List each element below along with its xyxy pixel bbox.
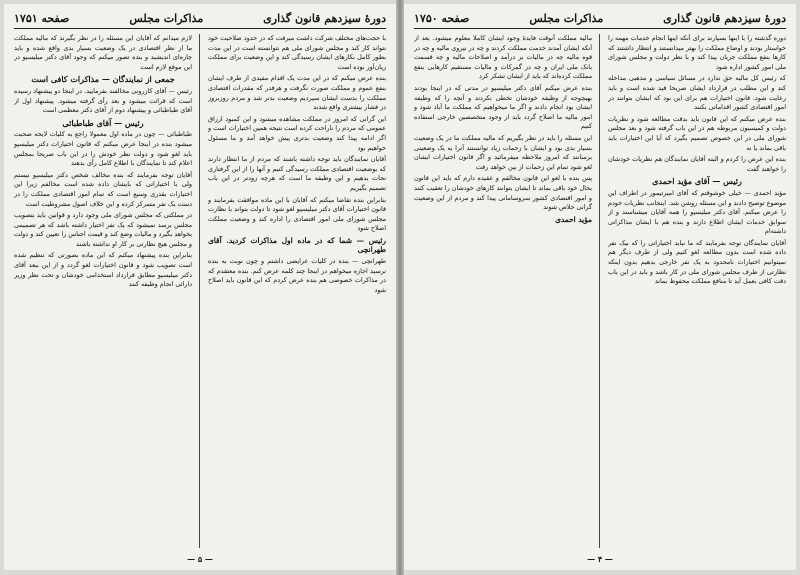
right-page-folio: — ۴ —: [587, 554, 613, 564]
paragraph: این مسئله را باید در نظر بگیریم که مالیه مملکت ما در یک وضعیت بسیار بدی بود و ایشان با زحمات زیاد توانستند آنرا به یک وضعیتی برسانند که امروز ملاحظه میفرمائید و اگر قانون اختیارات ایشان لغو شود تمام این زحمات از بین خواهد رفت: [414, 133, 592, 171]
paragraph: بنده عرض میکنم که در این مدت یک اقدام مفیدی از طرف ایشان بنفع عموم و مملکت صورت نگرفت و هرقدر که مقدرات اقتصادی مملکت را بدست ایشان سپردیم وضعیت بدتر شد و مردم روزبروز در فشار بیشتری واقع شدند: [208, 74, 386, 112]
paragraph: بنده عرض میکنم آقای دکتر میلیسپو در مدتی که در اینجا بودند بهیچوجه از وظیفه خودشان تخطی نکردند و آنچه را که وظیفه ایشان بود انجام دادند و اگر ما میخواهیم که مملکت ما آباد شود و امور مالیه ما اصلاح گردد باید از وجود متخصصین خارجی استفاده کنیم: [414, 83, 592, 131]
paragraph: بنده این عرض را کردم و البته آقایان نمایندگان هم نظریات خودشان را خواهند گفت: [608, 155, 786, 173]
paragraph: طهرانچی — بنده در کلیات عرایضی داشتم و چون نوبت به بنده نرسید اجازه میخواهم در اینجا چند کلمه عرض کنم. بنده معتقدم که در مذاکرات خصوصی هم بنده عرض کردم که این قانون باید اصلاح شود: [208, 257, 386, 294]
right-page-column-right: [608, 34, 786, 548]
column-divider: [599, 34, 600, 548]
right-header-page-number: صفحه ۱۷۵۰: [414, 11, 470, 25]
paragraph: آقایان توجه بفرمایند که بنده مخالف شخص دکتر میلیسپو نیستم ولی با اختیاراتی که بایشان داده شده است مخالفم زیرا این اختیارات بقدری وسیع است که تمام امور اقتصادی مملکت را در دست یک نفر متمرکز کرده و این خلاف اصول مشروطیت است: [14, 170, 192, 208]
right-page-column-left: [414, 34, 592, 548]
right-header-subtitle: مذاکرات مجلس: [529, 11, 604, 25]
book-gutter: [396, 0, 404, 575]
paragraph: که رئیس کل مالیه حق ندارد در مسائل سیاسی و مذهبی مداخله کند و این مطلب در قرارداد ایشان صریحا قید شده است و باید رعایت شود. قانون اختیارات هم برای این بود که ایشان بتوانند در امور اقتصادی کشور اقداماتی بکنند: [608, 74, 786, 112]
speaker-line: رئیس — شما که در ماده اول مذاکرات کردید. آقای طهرانچی: [208, 235, 386, 255]
paragraph: پس بنده با لغو این قانون مخالفم و عقیده دارم که باید این قانون بحال خود باقی بماند تا ایشان بتوانند کارهای خودشان را تعقیب کنند و امور اقتصادی کشور سروسامانی پیدا کند و مردم از این وضعیت گرانی خلاص شوند: [414, 174, 592, 212]
paragraph: مؤید احمدی — خیلی خوشوقتم که آقای امیرتیمور در اطراف این موضوع توضیح دادند و این مسئله روشن شد. اینجانب نظریات خودم را عرض میکنم. آقای دکتر میلیسپو را همه آقایان میشناسند و از سوابق خدمات ایشان اطلاع دارند و بنده هم با ایشان مذاکراتی داشته‌ام: [608, 188, 786, 236]
left-header-page-number: صفحه ۱۷۵۱: [14, 11, 70, 25]
paragraph: بنابراین بنده پیشنهاد میکنم که این ماده بصورتی که تنظیم شده است تصویب شود و قانون اختیارات لغو گردد و از این ببعد آقای دکتر میلیسپو مطابق قرارداد استخدامی خودشان و تحت نظر وزیر دارائی انجام وظیفه کنند: [14, 251, 192, 289]
paragraph: رئیس — آقای کازرونی مخالفند بفرمایید. در اینجا دو پیشنهاد رسیده است که قرائت میشود و بعد رأی گرفته میشود. پیشنهاد اول از آقای طباطبائی و پیشنهاد دوم از آقای دکتر معظمی است: [14, 86, 192, 115]
speaker-heading: رئیس — آقای مؤید احمدی: [652, 176, 742, 187]
paragraph: طباطبائی — چون در ماده اول معمولا راجع به کلیات لایحه صحبت میشود بنده در اینجا عرض میکنم که قانون اختیارات دکتر میلیسپو باید لغو شود و دولت نظر خودش را در این باب صریحا بمجلس اعلام کند تا نمایندگان با اطلاع کامل رأی بدهند: [14, 130, 192, 168]
left-page-header: [14, 8, 386, 29]
right-page: [404, 4, 796, 570]
left-header-subtitle: مذاکرات مجلس: [129, 11, 204, 25]
paragraph: با حجت‌های مختلف شرکت داشت میرفت که در حدود صلاحیت خود نتواند کار کند و مجلس شورای ملی هم نتوانسته است در این مدت بطور کامل بکارهای ایشان رسیدگی کند و این وضعیت برای مملکت زیان‌آور بوده است: [208, 34, 386, 71]
speaker-heading: رئیس — آقای طباطبائی: [62, 117, 144, 128]
paragraph: لازم میدانم که آقایان این مسئله را در نظر بگیرند که مالیه مملکت ما از نظر اقتصادی در یک وضعیت بسیار بدی واقع شده و باید چاره‌ای اندیشید و بنده تصور میکنم که وجود آقای دکتر میلیسپو در این موقع لازم است: [14, 34, 192, 71]
speaker-heading: جمعی از نمایندگان — مذاکرات کافی است: [31, 74, 175, 85]
paragraph: مالیه مملکت آنوقت فایدهٔ وجود ایشان کاملا معلوم میشود. بعد از آنکه ایشان آمدند خدمت مملکت کردند و چه در نیروی مالیه و چه در قوه مالیه چه در مالیات بر درآمد و اصلاحات مالیه و چه قسمت بانک ملی ایران و چه در گمرکات و مالیات مستقیم کارهایی بنفع مملکت کرده‌اند که باید از ایشان تشکر کرد: [414, 34, 592, 81]
speaker-name: مؤید احمدی: [555, 214, 592, 224]
paragraph: این گرانی که امروز در مملکت مشاهده میشود و این کمبود ارزاق عمومی که مردم را ناراحت کرده است نتیجه همین اختیارات است و اگر ادامه پیدا کند وضعیت بدتری پیش خواهد آمد و ما مسئول خواهیم بود: [208, 114, 386, 152]
left-page-folio: — ۵ —: [187, 554, 213, 564]
left-page-column-left: [14, 34, 192, 548]
right-header-title: دورهٔ سیزدهم قانون گذاری: [663, 11, 786, 25]
paragraph: در مملکتی که مجلس شورای ملی وجود دارد و قوانین باید بتصویب مجلس برسد نمیشود که یک نفر اختیار داشته باشد که هر تصمیمی بخواهد بگیرد و مالیات وضع کند و قیمت اجناس را تعیین کند و دولت و مجلس هیچ نظارتی بر کار او نداشته باشند: [14, 211, 192, 248]
left-page: [4, 4, 396, 570]
left-header-title: دورهٔ سیزدهم قانون گذاری: [263, 11, 386, 25]
paragraph: بنده عرض میکنم که این قانون باید بدقت مطالعه شود و نظریات دولت و کمیسیون مربوطه هم در این باب گرفته شود و بعد مجلس شورای ملی در این خصوص تصمیم بگیرد که آیا این اختیارات باید باقی بماند یا نه: [608, 114, 786, 152]
column-divider: [199, 34, 200, 548]
paragraph: بنابراین بنده تقاضا میکنم که آقایان با این ماده موافقت بفرمایند و قانون اختیارات آقای دکتر میلیسپو لغو شود تا دولت بتواند با نظارت مجلس شورای ملی امور اقتصادی را اداره کند و وضعیت مملکت اصلاح شود: [208, 195, 386, 233]
right-page-header: [414, 8, 786, 29]
left-page-column-right: [208, 34, 386, 548]
paragraph: آقایان نمایندگان توجه بفرمایند که ما نباید اختیاراتی را که بیک نفر داده شده است بدون مطالعه لغو کنیم ولی از طرف دیگر هم نمیتوانیم اختیارات نامحدود به یک نفر خارجی بدهیم بدون اینکه نظارتی از طرف مجلس شورای ملی در کار باشد و باید در این باب دقت کافی بعمل آید تا منافع مملکت محفوظ بماند: [608, 238, 786, 286]
paragraph: آقایان نمایندگان باید توجه داشته باشند که مردم از ما انتظار دارند که بوضعیت اقتصادی مملکت رسیدگی کنیم و آنها را از این گرفتاری نجات بدهیم و این وظیفه ما است که هرچه زودتر در این باب تصمیم بگیریم: [208, 155, 386, 192]
paragraph: دوره گذشته را با اینها بسپارند برای آنکه اینها انجام خدمات مهمه را خواستار بودند و اوضاع مملکت را بهتر میدانستند و انتظار داشتند که کارها بنفع مملکت جریان پیدا کند و با نظر دولت و مجلس شورای ملی امور کشور اداره شود: [608, 34, 786, 71]
